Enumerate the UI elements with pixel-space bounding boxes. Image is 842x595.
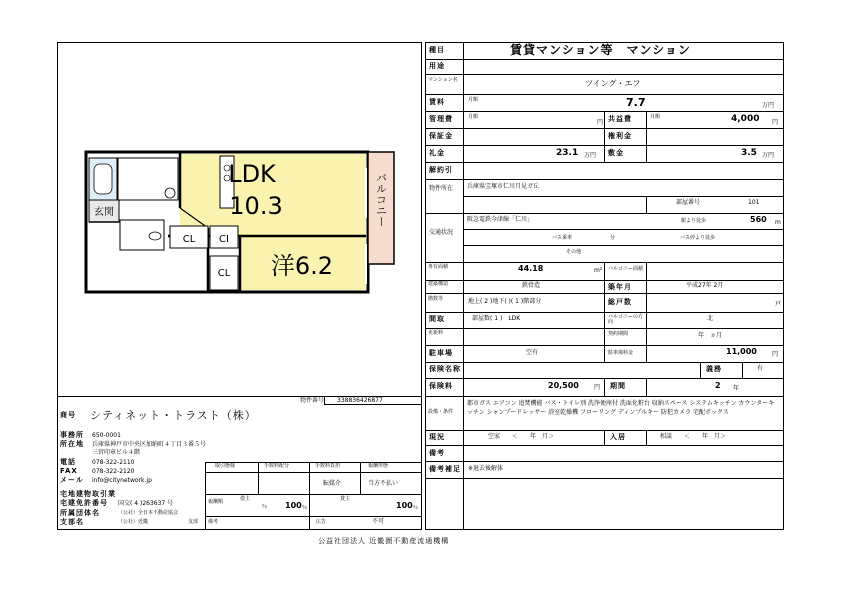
branch-suffix: 支部 <box>188 519 199 525</box>
rent-prefix: 月額 <box>468 97 479 103</box>
name-value: ツイング・エフ <box>585 79 641 88</box>
address-label: 所在地 <box>60 440 84 448</box>
parking-fee-value: 11,000 <box>726 347 757 356</box>
fee-side-label: 報酬額 <box>208 499 224 505</box>
parking-value: 空有 <box>526 349 539 356</box>
license-label: 事務所 <box>60 431 84 439</box>
fee-lender: 貸主 <box>340 496 351 502</box>
area-value: 44.18 <box>518 264 544 273</box>
branch-label: 支部名 <box>60 518 84 526</box>
common-unit: 円 <box>772 119 779 126</box>
management-prefix: 月額 <box>468 114 479 120</box>
notes-value: ※退去後解体 <box>468 465 504 472</box>
label-contract-period: 契約期間 <box>608 331 629 337</box>
total-units-unit: 戸 <box>775 301 782 308</box>
fax: 078-322-2120 <box>92 468 135 475</box>
entrance-label: 玄関 <box>94 207 114 218</box>
fee-header-1: 取引態様 <box>215 463 236 469</box>
label-balcony-dir: バルコニーの方向 <box>608 314 644 325</box>
floors-value: 地上( 2 )地下( )( 1 )階部分 <box>468 298 542 305</box>
property-no-label: 物件番号 <box>300 397 325 404</box>
balcony-dir-value: 北 <box>707 315 714 322</box>
label-area: 専有面積 <box>428 264 449 270</box>
current-value: 空家 ＜ 年 月＞ <box>488 433 555 440</box>
label-floors: 階数等 <box>428 296 444 302</box>
label-built: 築年月 <box>608 283 632 291</box>
key-money-value: 23.1 <box>556 148 579 158</box>
key-money-unit: 万円 <box>584 152 597 159</box>
closet-label-3: CL <box>217 268 231 279</box>
fee-pct-value-2: 100 <box>396 501 413 510</box>
property-no: 338836426877 <box>337 397 383 404</box>
rent-value: 7.7 <box>626 96 646 109</box>
label-parking-fee: 駐車場料金 <box>608 350 634 356</box>
western-room-label: 洋6.2 <box>270 252 334 280</box>
insurance-fee-value: 20,500 <box>548 381 579 390</box>
label-security-deposit: 保証金 <box>429 132 453 140</box>
footer-text: 公益社団法人 近畿圏不動産流通機構 <box>318 537 450 545</box>
period-unit: 年 <box>733 385 740 392</box>
label-insurance-name: 保険名称 <box>429 365 461 373</box>
label-other: その他 <box>566 249 582 255</box>
ldk-label: LDK <box>228 160 276 188</box>
fax-label: FAX <box>60 467 78 475</box>
line-station: 阪急電鉄今津線「仁川」 <box>467 216 534 223</box>
equipment-value: 都市ガス エアコン 追焚機能 バス・トイレ別 洗浄便座付 洗面化粧台 収納スペース システムキッチン カウンターキッチン シャンプードレッサー 浴室乾燥機 フローリング ディンプルキー 防犯カメラ 宅配ボックス <box>467 400 775 416</box>
room-number-value: 101 <box>748 199 760 206</box>
fee-bundle: 当方不払い <box>368 480 399 487</box>
label-management-fee: 管理費 <box>429 115 453 123</box>
assoc: （公社）全日本不動産協会 <box>118 510 179 516</box>
broker-label: 宅地建物取引業 <box>60 490 116 498</box>
deposit-unit: 万円 <box>762 152 775 159</box>
trade-name-label: 商号 <box>60 411 76 419</box>
deposit-value: 3.5 <box>741 148 757 158</box>
label-rent: 賃料 <box>429 98 445 106</box>
balcony-label: バルコニー <box>374 172 388 227</box>
washroom <box>118 158 178 200</box>
label-insurance-fee: 保険料 <box>429 382 453 390</box>
label-move-in: 入居 <box>610 433 626 441</box>
insurance-fee-unit: 円 <box>594 384 601 391</box>
structure-value: 鉄骨造 <box>522 282 541 289</box>
label-parking: 駐車場 <box>429 349 453 357</box>
assoc-label: 所属団体名 <box>60 509 100 517</box>
label-layout: 間取 <box>429 315 445 323</box>
toilet <box>120 220 164 250</box>
label-deposit: 敷金 <box>608 149 624 157</box>
label-notes: 備考補足 <box>429 465 461 473</box>
management-unit: 円 <box>597 119 604 126</box>
fee-mediation: 転媒介 <box>323 480 342 487</box>
label-remarks: 備考 <box>429 449 445 457</box>
label-room-number: 部屋番号 <box>676 199 701 206</box>
label-renewal-fee: 更新料 <box>428 330 444 336</box>
contract-period-value: 年 ヵ月 <box>698 332 723 339</box>
label-key-money: 礼金 <box>429 149 445 157</box>
ad-value: 不可 <box>372 518 385 525</box>
mail: info@citynetwork.jp <box>92 477 152 484</box>
license: 650-0001 <box>92 432 121 439</box>
ldk-size: 10.3 <box>229 192 283 220</box>
fee-pct-2: ％ <box>302 505 308 511</box>
closet-label-2: CI <box>219 234 229 245</box>
tel: 078-322-2110 <box>92 459 135 466</box>
location-value: 兵庫県宝塚市仁川月見ガ丘 <box>467 183 540 190</box>
closet-label-1: CL <box>182 234 196 245</box>
label-use: 用途 <box>429 62 445 70</box>
branch: （公社）近畿 <box>118 519 149 525</box>
rent-unit: 万円 <box>762 102 775 109</box>
label-equipment: 設備・条件 <box>428 409 454 415</box>
fee-remarks-label: 備考 <box>208 519 219 525</box>
label-key-money-alt: 権利金 <box>608 132 632 140</box>
ad-label: 広告 <box>316 519 327 525</box>
fee-pct-3: ％ <box>413 505 419 511</box>
fee-header-4: 報酬形態 <box>368 463 389 469</box>
parking-fee-unit: 円 <box>772 351 779 358</box>
trade-name: シティネット・トラスト（株） <box>90 409 257 422</box>
layout-value: 部屋数( 1 ) LDK <box>472 315 521 322</box>
fee-pct-value: 100 <box>285 501 302 510</box>
fee-pct-1: ％ <box>262 504 268 510</box>
move-in-value: 相談 ＜ 年 月＞ <box>660 433 727 440</box>
label-walk: 駅より徒歩 <box>681 218 707 224</box>
bus-unit: 分 <box>610 235 616 241</box>
label-common-fee: 共益費 <box>608 115 632 123</box>
tel-label: 電話 <box>60 458 76 466</box>
label-bus-ride: バス乗車 <box>552 235 573 241</box>
label-structure: 建築構造 <box>428 281 449 287</box>
area-unit: m² <box>594 267 603 274</box>
fee-header-3: 手数料負担 <box>315 463 341 469</box>
mail-label: メール <box>60 476 84 484</box>
walk-value: 560 <box>750 215 767 224</box>
built-value: 平成27年 2月 <box>686 282 724 289</box>
insurance-duty-value: 有 <box>757 365 764 372</box>
broker-no-label: 宅建免許番号 <box>60 499 108 507</box>
label-type: 種目 <box>429 46 445 54</box>
floor-plan <box>80 148 400 296</box>
label-name: マンション名 <box>428 77 458 83</box>
label-insurance-duty: 義務 <box>706 365 722 373</box>
broker-no: 国交( 4 )263637 号 <box>118 500 174 507</box>
label-amortization: 解約引 <box>429 166 453 174</box>
label-period: 期間 <box>610 382 626 390</box>
fee-borrower: 借主 <box>240 496 251 502</box>
address: 兵庫県神戸市中央区加納町４丁目３番５号 <box>92 441 207 448</box>
period-value: 2 <box>715 381 721 390</box>
fee-header-2: 手数料配分 <box>264 463 290 469</box>
address-line2: 三宮印章ビル４階 <box>92 449 141 456</box>
label-current: 現況 <box>429 433 445 441</box>
label-location: 物件所在 <box>429 185 454 192</box>
common-prefix: 月額 <box>650 114 661 120</box>
doc-title: 賃貸マンション等 マンション <box>510 43 691 57</box>
label-bus-walk: バス停より徒歩 <box>680 235 716 241</box>
label-transport: 交通状況 <box>429 229 454 236</box>
label-balcony-area: バルコニー面積 <box>608 266 644 272</box>
walk-unit: m <box>775 219 781 226</box>
label-total-units: 総戸数 <box>608 298 632 306</box>
common-value: 4,000 <box>731 114 760 124</box>
